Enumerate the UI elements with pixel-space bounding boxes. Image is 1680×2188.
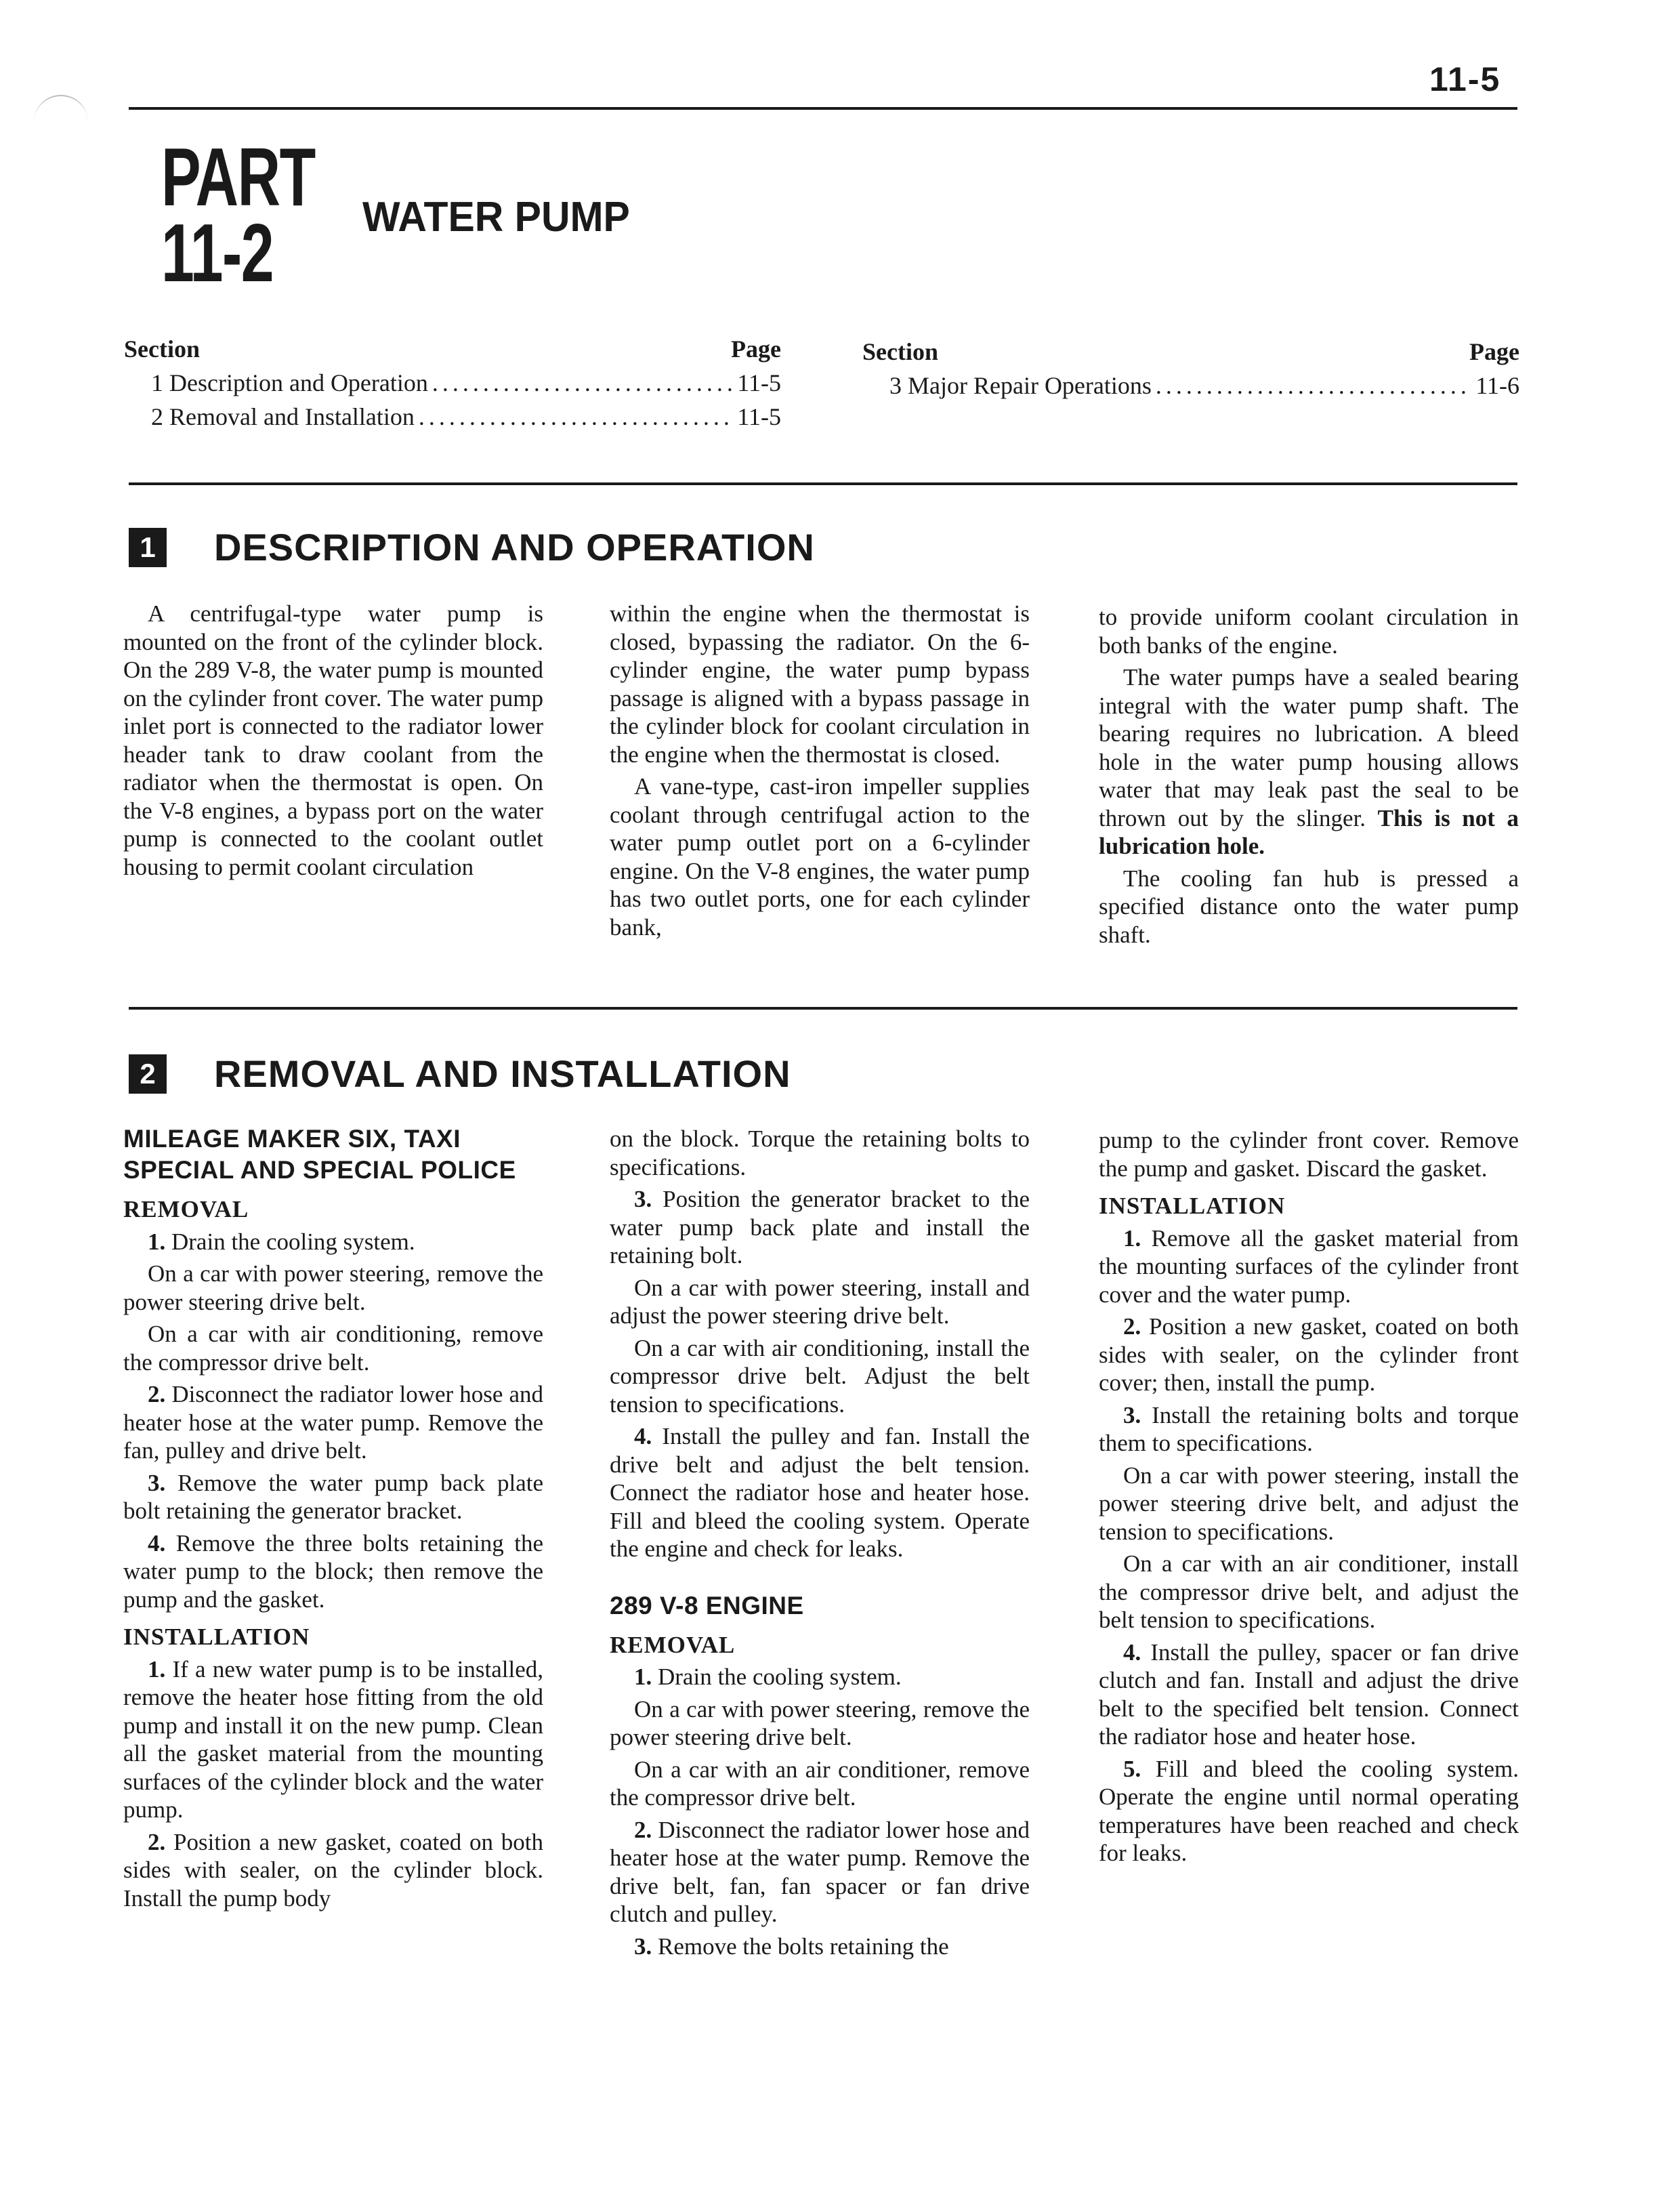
step-number: 1. xyxy=(148,1228,166,1255)
section-heading-2 xyxy=(129,1052,791,1096)
paragraph-text: Drain the cooling system. xyxy=(171,1228,415,1255)
step-number: 2. xyxy=(634,1816,652,1843)
procedure-step xyxy=(123,1828,543,1913)
paragraph xyxy=(123,1260,543,1316)
paragraph-text: The water pumps have a sealed bearing integral with the water pump shaft. The bearing requires no lubrication. A bleed hole in the water pump housing allows water that may leak past the seal to be thrown out by the slinger. xyxy=(1099,664,1519,831)
paragraph-text: On a car with an air conditioner, install the compressor drive belt, and adjust the belt tension to specifications. xyxy=(1099,1550,1519,1633)
paragraph-text: Position a new gasket, coated on both sides with sealer, on the cylinder front cover; then, install the pump. xyxy=(1099,1313,1519,1396)
paragraph xyxy=(610,1695,1030,1752)
paragraph-text: Install the pulley and fan. Install the drive belt and adjust the belt tension. Connect the radiator hose and heater hose. Fill and bleed the cooling system. Operate the engine and check for leaks. xyxy=(610,1423,1030,1562)
paragraph-text: The cooling fan hub is pressed a specified distance onto the water pump shaft. xyxy=(1099,865,1519,948)
paragraph-text: On a car with power steering, remove the power steering drive belt. xyxy=(123,1260,543,1315)
toc-entry-page: 11-5 xyxy=(737,403,781,430)
page-title: WATER PUMP xyxy=(362,194,630,241)
part-number: 11-2 xyxy=(161,207,274,299)
header-rule xyxy=(129,107,1517,110)
section-divider xyxy=(129,1007,1517,1010)
toc-entry-page: 11-6 xyxy=(1475,372,1519,399)
procedure-step xyxy=(123,1469,543,1525)
procedure-step xyxy=(123,1529,543,1614)
paragraph xyxy=(610,772,1030,941)
subheading: 289 V-8 ENGINE xyxy=(610,1591,804,1619)
toc-section-header: Section xyxy=(862,338,938,365)
toc-section-header: Section xyxy=(124,335,200,363)
step-number: 3. xyxy=(1123,1401,1141,1428)
paragraph-text: On a car with air conditioning, remove the compressor drive belt. xyxy=(123,1321,543,1376)
paragraph-text: Install the retaining bolts and torque them to specifications. xyxy=(1099,1401,1519,1456)
paragraph xyxy=(1099,1550,1519,1634)
part-word: PART xyxy=(161,131,315,223)
paragraph xyxy=(1099,603,1519,659)
toc-left xyxy=(124,332,781,434)
toc-right xyxy=(862,335,1519,402)
paragraph-text: to provide uniform coolant circulation in both banks of the engine. xyxy=(1099,604,1519,659)
text-column xyxy=(1099,1126,1519,1872)
paragraph-text: Remove all the gasket material from the mounting surfaces of the cylinder front cover and the water pump. xyxy=(1099,1224,1519,1308)
toc-page-header: Page xyxy=(731,335,781,363)
subheading: INSTALLATION xyxy=(1099,1193,1286,1219)
subheading: REMOVAL xyxy=(123,1196,249,1222)
paragraph-text: On a car with power steering, install the power steering drive belt, and adjust the tension to specifications. xyxy=(1099,1462,1519,1545)
paragraph-text: within the engine when the thermostat is closed, bypassing the radiator. On the 6-cylinder engine, the water pump bypass passage is aligned with a bypass passage in the cylinder block for coolant circulation in the engine when the thermostat is closed. xyxy=(610,600,1030,768)
paragraph-text: On a car with power steering, remove the power steering drive belt. xyxy=(610,1695,1030,1750)
procedure-step xyxy=(610,1816,1030,1928)
subheading: MILEAGE MAKER SIX, TAXI SPECIAL AND SPECIAL POLICE xyxy=(123,1125,516,1184)
paragraph-text: A centrifugal-type water pump is mounted on the front of the cylinder block. On the 289 V-8, the water pump is mounted on the cylinder front cover. The water pump inlet port is connected to the radiator lower header tank to draw coolant from the radiator when the thermostat is open. On the V-8 engines, a bypass port on the water pump is connected to the coolant outlet housing to permit coolant circulation xyxy=(123,600,543,880)
paragraph-text: Remove the water pump back plate bolt retaining the generator bracket. xyxy=(123,1469,544,1524)
page-corner-mark xyxy=(34,95,88,123)
paragraph xyxy=(1099,1126,1519,1182)
paragraph xyxy=(610,1125,1030,1181)
procedure-step xyxy=(610,1933,1030,1961)
paragraph xyxy=(123,600,543,881)
step-number: 1. xyxy=(634,1664,652,1690)
text-column xyxy=(123,1123,543,1916)
paragraph xyxy=(1099,663,1519,861)
procedure-step xyxy=(123,1228,543,1256)
step-number: 3. xyxy=(148,1469,166,1496)
paragraph-text: On a car with an air conditioner, remove the compressor drive belt. xyxy=(610,1756,1030,1811)
step-number: 5. xyxy=(1123,1755,1141,1782)
step-number: 4. xyxy=(1123,1638,1141,1666)
toc-entry-label: 1 Description and Operation xyxy=(151,369,428,396)
section-number-badge: 1 xyxy=(129,528,167,567)
paragraph-text: Disconnect the radiator lower hose and heater hose at the water pump. Remove the fan, pulley and drive belt. xyxy=(123,1381,544,1464)
procedure-step xyxy=(1099,1224,1519,1309)
paragraph-text: On a car with air conditioning, install the compressor drive belt. Adjust the belt tension to specifications. xyxy=(610,1334,1030,1418)
paragraph xyxy=(610,1274,1030,1330)
section-title: DESCRIPTION AND OPERATION xyxy=(214,526,815,569)
section-divider xyxy=(129,482,1517,485)
toc-leader-dots xyxy=(432,366,733,400)
paragraph-text: Remove the three bolts retaining the water pump to the block; then remove the pump and the gasket. xyxy=(123,1529,543,1613)
paragraph-text: Install the pulley, spacer or fan drive clutch and fan. Install and adjust the drive belt to the specified belt tension. Connect the radiator hose and heater hose. xyxy=(1099,1638,1519,1750)
procedure-step xyxy=(610,1422,1030,1563)
paragraph xyxy=(1099,865,1519,949)
toc-entry-page: 11-5 xyxy=(737,369,781,396)
subheading: REMOVAL xyxy=(610,1631,736,1658)
paragraph-text: A vane-type, cast-iron impeller supplies coolant through centrifugal action to the water pump outlet port on a 6-cylinder engine. On the V-8 engines, the water pump has two outlet ports, one for each cylinder bank, xyxy=(610,773,1030,941)
paragraph-text: Position the generator bracket to the water pump back plate and install the retaining bolt. xyxy=(610,1186,1030,1268)
section-heading-1 xyxy=(129,525,815,569)
step-number: 1. xyxy=(1123,1224,1141,1252)
page-number: 11-5 xyxy=(1429,60,1501,98)
step-number: 3. xyxy=(634,1186,652,1212)
part-label xyxy=(161,131,315,299)
step-number: 4. xyxy=(634,1423,652,1449)
procedure-step xyxy=(123,1380,543,1465)
procedure-step xyxy=(1099,1313,1519,1397)
paragraph-text: on the block. Torque the retaining bolts to specifications. xyxy=(610,1126,1030,1180)
procedure-step xyxy=(123,1655,543,1824)
toc-entry-label: 3 Major Repair Operations xyxy=(889,372,1152,399)
toc-entry[interactable] xyxy=(862,369,1519,402)
procedure-step xyxy=(610,1185,1030,1270)
toc-entry[interactable] xyxy=(124,400,781,434)
toc-entry[interactable] xyxy=(124,366,781,400)
paragraph xyxy=(610,1334,1030,1419)
paragraph-text: Disconnect the radiator lower hose and heater hose at the water pump. Remove the drive belt, fan, fan spacer or fan drive clutch and pulley. xyxy=(610,1816,1030,1927)
text-column xyxy=(123,600,543,885)
text-column xyxy=(1099,603,1519,953)
procedure-step xyxy=(1099,1755,1519,1867)
procedure-step xyxy=(610,1663,1030,1691)
paragraph-text: Drain the cooling system. xyxy=(658,1664,902,1690)
toc-entry-label: 2 Removal and Installation xyxy=(151,403,415,430)
paragraph xyxy=(610,600,1030,768)
section-title: REMOVAL AND INSTALLATION xyxy=(214,1052,791,1095)
paragraph xyxy=(1099,1462,1519,1546)
step-number: 4. xyxy=(148,1529,166,1556)
toc-page-header: Page xyxy=(1469,338,1519,365)
paragraph-text: Position a new gasket, coated on both sides with sealer, on the cylinder block. Install the pump body xyxy=(123,1828,543,1912)
text-column xyxy=(610,1125,1030,1964)
step-number: 3. xyxy=(634,1933,652,1960)
text-column xyxy=(610,600,1030,945)
paragraph-text: pump to the cylinder front cover. Remove the pump and gasket. Discard the gasket. xyxy=(1099,1127,1519,1182)
paragraph-text: If a new water pump is to be installed, remove the heater hose fitting from the old pump and install it on the new pump. Clean all the gasket material from the mounting surfaces of the cylinder block and the water pump. xyxy=(123,1655,544,1823)
procedure-step xyxy=(1099,1401,1519,1458)
step-number: 1. xyxy=(148,1655,166,1683)
toc-leader-dots xyxy=(1156,369,1471,402)
paragraph-text: Remove the bolts retaining the xyxy=(658,1933,949,1960)
subheading: INSTALLATION xyxy=(123,1624,310,1650)
paragraph-text: Fill and bleed the cooling system. Operate the engine until normal operating temperatures have been reached and check for leaks. xyxy=(1099,1755,1519,1866)
step-number: 2. xyxy=(148,1828,166,1855)
toc-leader-dots xyxy=(419,400,733,434)
paragraph xyxy=(123,1320,543,1376)
step-number: 2. xyxy=(1123,1313,1141,1340)
section-number-badge: 2 xyxy=(129,1054,167,1094)
step-number: 2. xyxy=(148,1381,166,1407)
procedure-step xyxy=(1099,1638,1519,1751)
paragraph-text: On a car with power steering, install and adjust the power steering drive belt. xyxy=(610,1274,1030,1329)
emphasis-text: This is not a lubrication hole. xyxy=(1099,804,1519,859)
paragraph xyxy=(610,1756,1030,1812)
